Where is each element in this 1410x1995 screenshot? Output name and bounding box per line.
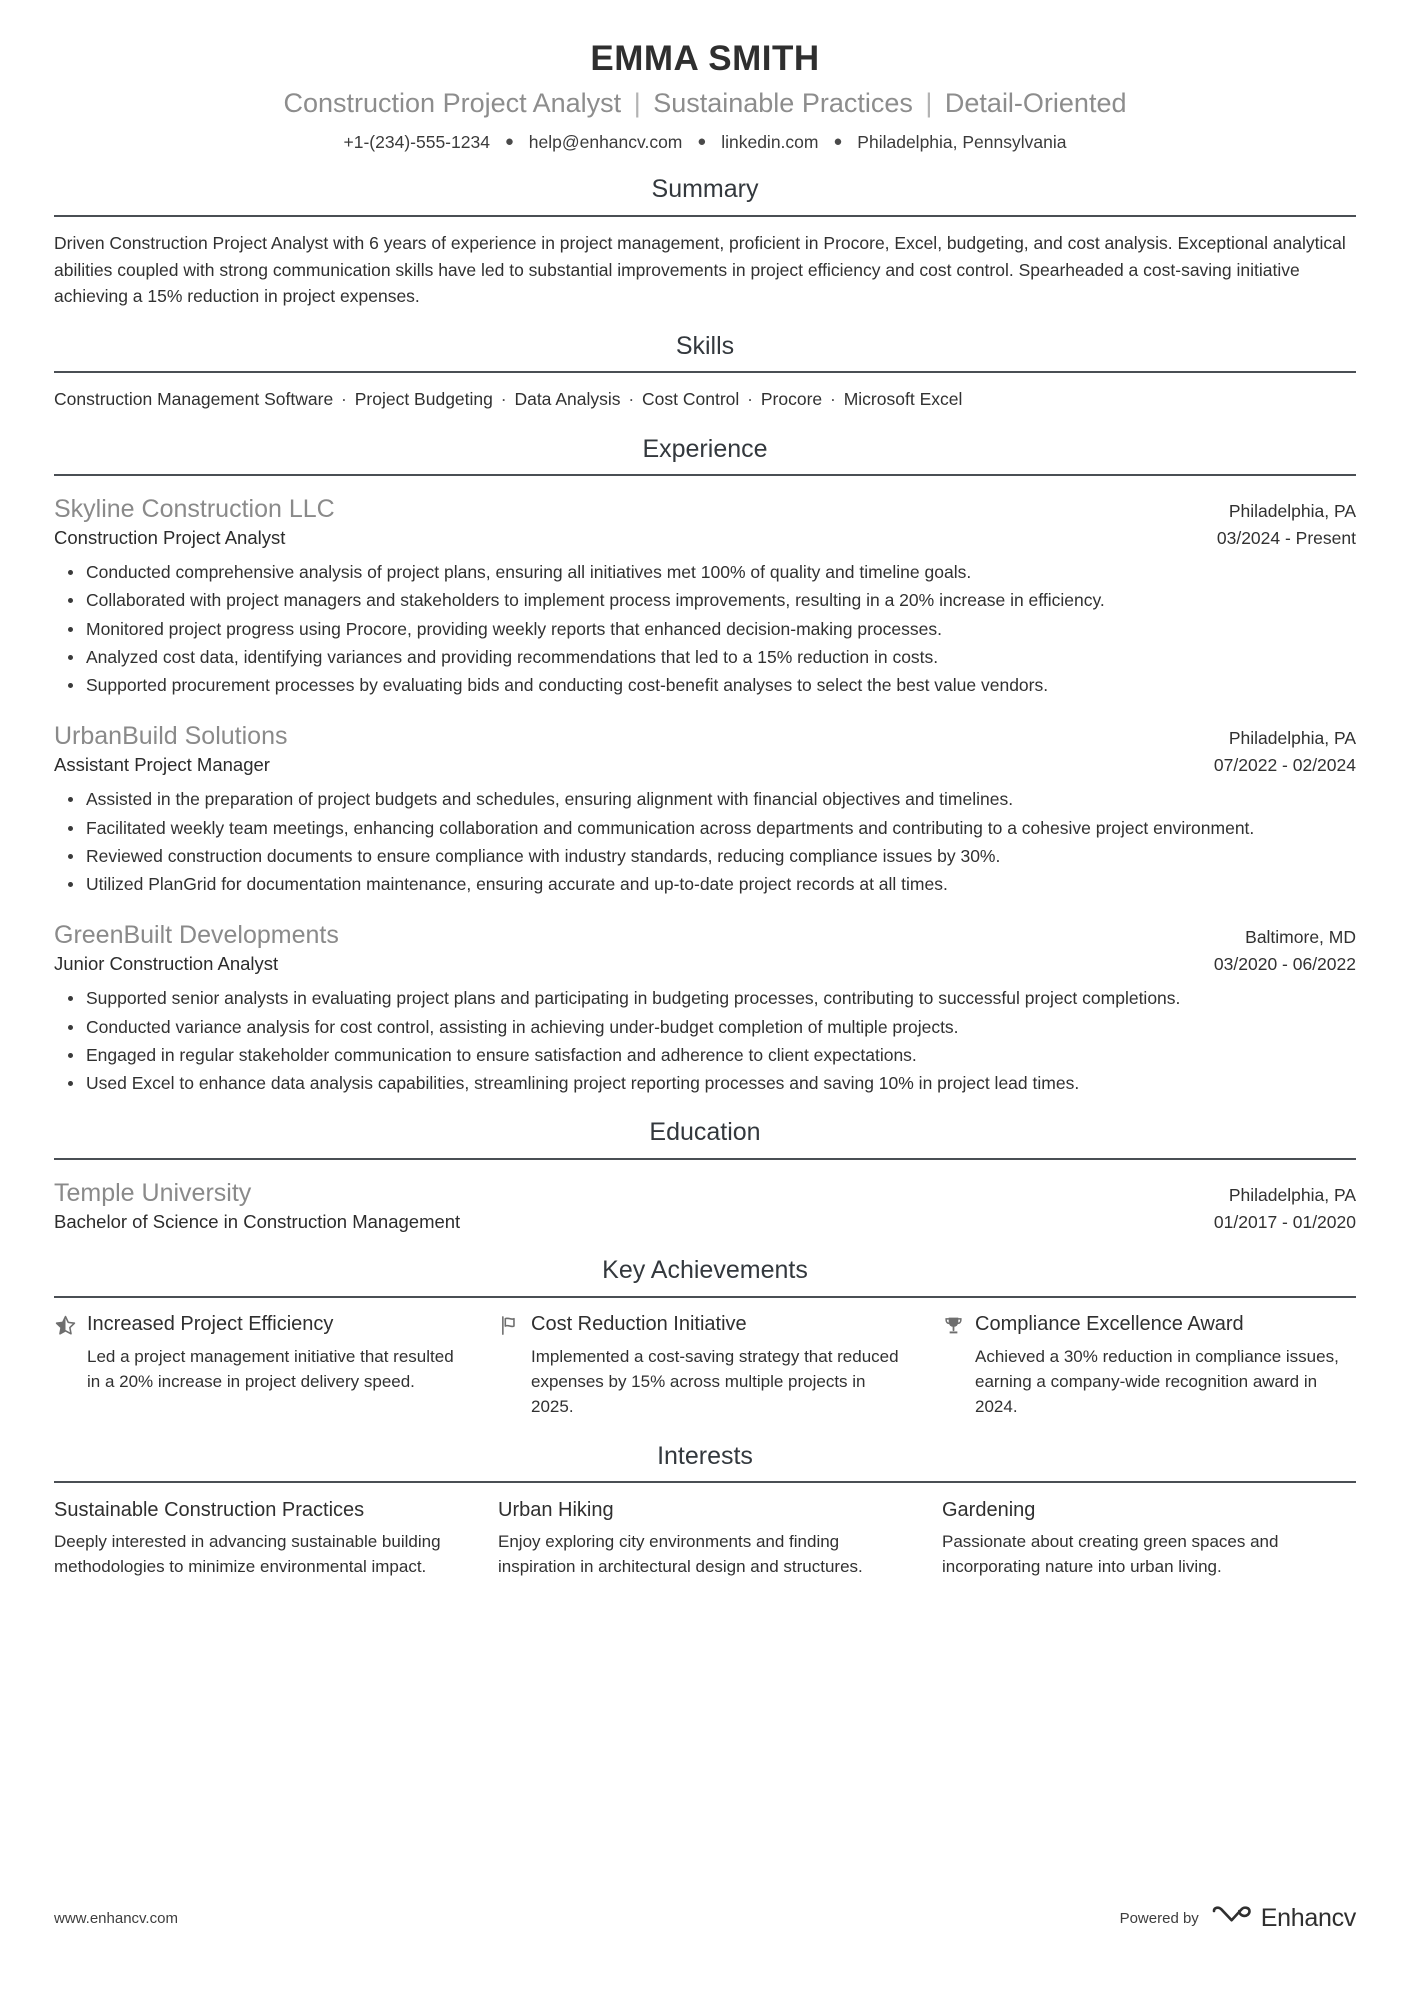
interest-title: Gardening <box>942 1499 1036 1522</box>
contact-line <box>54 131 1356 154</box>
education-entry-header <box>54 1177 1356 1210</box>
experience-bullet: Analyzed cost data, identifying variances and providing recommendations that led to a 15% reduction in costs. <box>54 644 1356 670</box>
experience-entry-subheader <box>54 753 1356 777</box>
skills-list <box>54 386 1356 412</box>
skill-item: Data Analysis <box>514 389 621 410</box>
flag-icon <box>498 1314 520 1338</box>
interest-item <box>54 1497 468 1580</box>
experience-bullet: Conducted variance analysis for cost control, assisting in achieving under-budget completion of multiple projects. <box>54 1014 1356 1040</box>
section-skills <box>54 330 1356 413</box>
achievement-item <box>498 1312 912 1420</box>
skill-separator: · <box>825 389 841 410</box>
achievement-description: Achieved a 30% reduction in compliance issues, earning a company-wide recognition award in 2024. <box>975 1346 1339 1416</box>
achievement-title: Cost Reduction Initiative <box>531 1312 747 1335</box>
experience-organization: UrbanBuild Solutions <box>54 722 288 751</box>
experience-entry <box>54 493 1356 698</box>
interest-items <box>54 1483 1356 1580</box>
section-title-summary: Summary <box>651 175 759 204</box>
contact-dot-icon: ● <box>833 132 843 150</box>
resume-header <box>54 38 1356 153</box>
section-title-interests: Interests <box>657 1441 753 1470</box>
experience-bullet-list <box>54 786 1356 897</box>
skill-item: Construction Management Software <box>54 389 334 410</box>
interest-title: Sustainable Construction Practices <box>54 1499 365 1522</box>
education-degree: Bachelor of Science in Construction Management <box>54 1211 461 1233</box>
experience-entry-header <box>54 720 1356 752</box>
contact-linkedin[interactable]: linkedin.com <box>721 131 819 152</box>
enhancv-mark-icon <box>1212 1906 1252 1932</box>
section-summary <box>54 173 1356 309</box>
powered-by-label: Powered by <box>1119 1910 1199 1927</box>
education-location: Philadelphia, PA <box>1228 1184 1356 1205</box>
section-education <box>54 1116 1356 1234</box>
achievement-header <box>942 1312 1356 1338</box>
experience-bullet: Monitored project progress using Procore, providing weekly reports that enhanced decision-making processes. <box>54 616 1356 642</box>
section-title-education: Education <box>649 1118 761 1147</box>
contact-email[interactable]: help@enhancv.com <box>528 131 683 152</box>
interest-description: Enjoy exploring city environments and finding inspiration in architectural design and structures. <box>498 1532 863 1577</box>
experience-dates: 07/2022 - 02/2024 <box>1213 755 1356 776</box>
experience-dates: 03/2020 - 06/2022 <box>1213 954 1356 975</box>
education-entries <box>54 1160 1356 1235</box>
experience-bullet-list <box>54 559 1356 698</box>
experience-bullet: Collaborated with project managers and stakeholders to implement process improvements, resulting in a 20% increase in efficiency. <box>54 587 1356 613</box>
candidate-tagline <box>54 85 1356 121</box>
tagline-part-3: Detail-Oriented <box>944 88 1127 119</box>
contact-dot-icon: ● <box>697 132 707 150</box>
achievement-header <box>54 1312 468 1338</box>
tagline-part-1: Construction Project Analyst <box>283 88 622 119</box>
skill-separator: · <box>623 389 640 410</box>
experience-entry-subheader <box>54 952 1356 976</box>
education-dates: 01/2017 - 01/2020 <box>1213 1212 1356 1233</box>
experience-bullet: Reviewed construction documents to ensure compliance with industry standards, reducing compliance issues by 30%. <box>54 843 1356 869</box>
interest-description: Passionate about creating green spaces and incorporating nature into urban living. <box>942 1532 1279 1577</box>
achievement-header <box>498 1312 912 1338</box>
experience-organization: GreenBuilt Developments <box>54 921 339 950</box>
experience-entry-subheader <box>54 526 1356 550</box>
experience-bullet: Supported procurement processes by evaluating bids and conducting cost-benefit analyses to select the best value vendors. <box>54 672 1356 698</box>
experience-bullet: Used Excel to enhance data analysis capabilities, streamlining project reporting processes and saving 10% in project lead times. <box>54 1070 1356 1096</box>
experience-location: Philadelphia, PA <box>1228 501 1356 522</box>
page-footer <box>54 1904 1356 1933</box>
achievement-item <box>54 1312 468 1420</box>
contact-phone: +1-(234)-555-1234 <box>343 131 490 152</box>
skill-item: Microsoft Excel <box>843 389 963 410</box>
experience-role: Assistant Project Manager <box>54 754 270 776</box>
experience-role: Construction Project Analyst <box>54 527 286 549</box>
section-title-experience: Experience <box>642 434 768 463</box>
skill-separator: · <box>495 389 512 410</box>
summary-text: Driven Construction Project Analyst with 6 years of experience in project management, proficient in Procore, Excel, budgeting, and cost analysis. Exceptional analytical abilities coupled with strong communication skills have led to substantial improvements in project efficiency and cost control. Spearheaded a cost-saving initiative achieving a 15% reduction in project expenses. <box>54 232 1346 307</box>
interest-title: Urban Hiking <box>498 1499 614 1522</box>
experience-bullet: Supported senior analysts in evaluating project plans and participating in budgeting processes, contributing to successful project completions. <box>54 985 1356 1011</box>
skill-separator: · <box>742 389 758 410</box>
education-institution: Temple University <box>54 1178 252 1207</box>
section-title-skills: Skills <box>675 331 735 360</box>
section-experience <box>54 433 1356 1097</box>
interest-item <box>498 1497 912 1580</box>
enhancv-logo <box>1212 1904 1356 1933</box>
enhancv-brand-text: Enhancv <box>1260 1904 1356 1932</box>
experience-entry <box>54 919 1356 1096</box>
experience-entry-header <box>54 919 1356 951</box>
experience-location: Baltimore, MD <box>1245 927 1356 948</box>
experience-entry <box>54 720 1356 897</box>
experience-role: Junior Construction Analyst <box>54 953 279 975</box>
experience-bullet: Utilized PlanGrid for documentation maintenance, ensuring accurate and up-to-date project records at all times. <box>54 871 1356 897</box>
experience-organization: Skyline Construction LLC <box>54 495 335 524</box>
experience-entries <box>54 476 1356 1096</box>
section-interests <box>54 1440 1356 1580</box>
achievement-item <box>942 1312 1356 1420</box>
tagline-separator-1: | <box>633 88 641 119</box>
experience-bullet-list <box>54 985 1356 1096</box>
tagline-separator-2: | <box>925 88 933 119</box>
skill-item: Project Budgeting <box>354 389 493 410</box>
experience-bullet: Engaged in regular stakeholder communication to ensure satisfaction and adherence to client expectations. <box>54 1042 1356 1068</box>
interest-description: Deeply interested in advancing sustainable building methodologies to minimize environmental impact. <box>54 1532 441 1577</box>
contact-dot-icon: ● <box>504 132 514 150</box>
experience-bullet: Assisted in the preparation of project budgets and schedules, ensuring alignment with financial objectives and timelines. <box>54 786 1356 812</box>
section-title-key-achievements: Key Achievements <box>602 1256 808 1285</box>
achievement-items <box>54 1298 1356 1420</box>
skill-item: Procore <box>760 389 823 410</box>
candidate-name: EMMA SMITH <box>590 39 820 78</box>
contact-location: Philadelphia, Pennsylvania <box>857 131 1067 152</box>
experience-entry-header <box>54 493 1356 525</box>
experience-bullet: Conducted comprehensive analysis of project plans, ensuring all initiatives met 100% of quality and timeline goals. <box>54 559 1356 585</box>
experience-dates: 03/2024 - Present <box>1216 528 1356 549</box>
skill-item: Cost Control <box>642 389 740 410</box>
star-half-icon <box>54 1314 76 1338</box>
education-entry <box>54 1177 1356 1235</box>
achievement-title: Increased Project Efficiency <box>87 1312 334 1335</box>
footer-website-link[interactable]: www.enhancv.com <box>54 1910 178 1927</box>
achievement-description: Implemented a cost-saving strategy that reduced expenses by 15% across multiple projects in 2025. <box>531 1346 899 1416</box>
experience-location: Philadelphia, PA <box>1228 728 1356 749</box>
experience-bullet: Facilitated weekly team meetings, enhancing collaboration and communication across departments and contributing to a cohesive project environment. <box>54 815 1356 841</box>
section-key-achievements <box>54 1254 1356 1419</box>
education-entry-subheader <box>54 1210 1356 1234</box>
tagline-part-2: Sustainable Practices <box>653 88 913 119</box>
trophy-icon <box>942 1314 964 1338</box>
interest-item <box>942 1497 1356 1580</box>
achievement-description: Led a project management initiative that resulted in a 20% increase in project delivery speed. <box>87 1346 454 1391</box>
skill-separator: · <box>336 389 352 410</box>
achievement-title: Compliance Excellence Award <box>975 1312 1244 1335</box>
